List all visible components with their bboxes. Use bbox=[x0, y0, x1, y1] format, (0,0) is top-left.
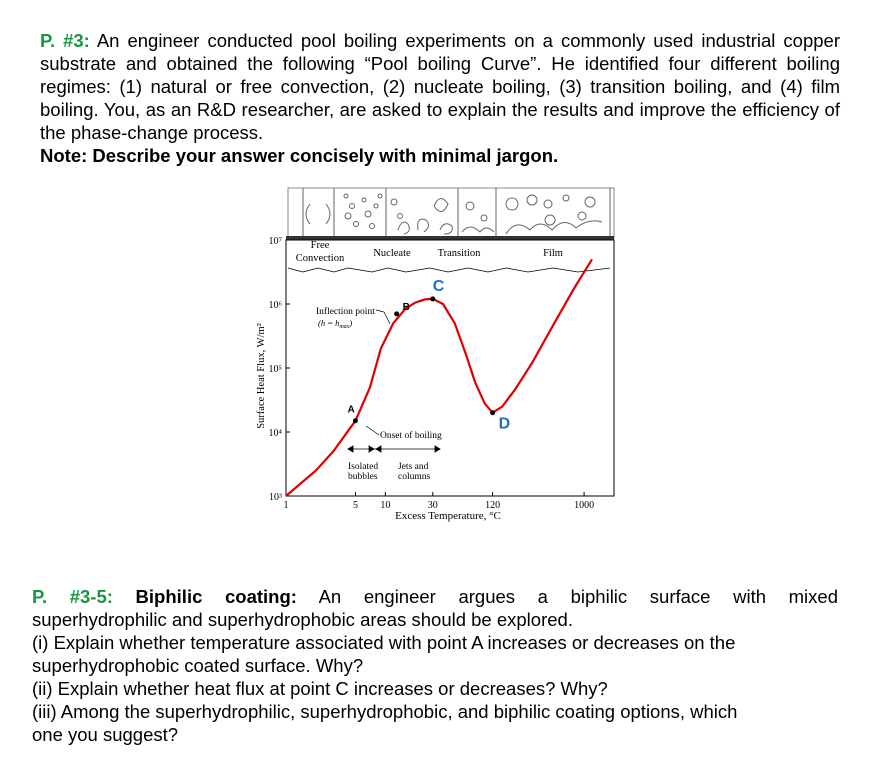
point-b-label: B bbox=[402, 301, 410, 313]
point-c-label: C bbox=[432, 277, 445, 295]
y-axis-label: Surface Heat Flux, W/m² bbox=[256, 323, 267, 429]
regime-brackets bbox=[288, 268, 610, 272]
isolated-label-1: Isolated bbox=[348, 462, 379, 472]
onset-label: Onset of boiling bbox=[380, 431, 442, 441]
question-section bbox=[32, 585, 838, 746]
regime-label-transition: Transition bbox=[437, 248, 481, 259]
question-1a: (i) Explain whether temperature associated with point A increases or decreases on the bbox=[32, 632, 736, 653]
x-tick-label: 10 bbox=[380, 500, 391, 511]
y-tick-label: 10⁵ bbox=[268, 364, 282, 375]
y-tick-label: 10⁷ bbox=[268, 236, 282, 247]
x-tick-labels bbox=[284, 492, 595, 511]
problem-note: Note: Describe your answer concisely with minimal jargon. bbox=[40, 145, 559, 166]
question-intro-line bbox=[32, 585, 838, 608]
x-tick-label: 1 bbox=[283, 500, 289, 511]
point-a-label: A bbox=[347, 404, 355, 416]
problem-text: An engineer conducted pool boiling experiments on a commonly used industrial copper substrate and obtained the following “Pool boiling Curve”. He identified four different boiling regimes: (1) natural or free convection, (2) nucleate boiling, (3) transition boiling, and (4) film boiling. You, as an R&D researcher, are asked to explain the results and improve the efficiency of the phase-change process. bbox=[40, 30, 840, 143]
question-intro-2: superhydrophilic and superhydrophobic areas should be explored. bbox=[32, 609, 573, 630]
boiling-curve-chart bbox=[248, 186, 628, 526]
question-label: P. #3-5: bbox=[32, 586, 113, 607]
inflection-label: Inflection point bbox=[316, 307, 375, 317]
question-intro: An engineer argues a biphilic surface with mixed bbox=[296, 586, 838, 607]
pool-boiling-figure bbox=[248, 186, 628, 526]
problem-statement bbox=[40, 29, 840, 167]
y-tick-labels bbox=[269, 236, 291, 503]
point-a-marker bbox=[353, 418, 358, 423]
point-d-marker bbox=[490, 410, 495, 415]
regime-label-free: Free bbox=[310, 240, 330, 251]
x-tick-label: 30 bbox=[427, 500, 438, 511]
point-d-label: D bbox=[498, 415, 511, 433]
regime-label-nucleate: Nucleate bbox=[373, 248, 411, 259]
y-tick-label: 10⁴ bbox=[268, 428, 282, 439]
question-1b: superhydrophobic coated surface. Why? bbox=[32, 655, 364, 676]
regime-label-film: Film bbox=[543, 248, 563, 259]
jets-label-2: columns bbox=[398, 472, 431, 482]
point-c-marker bbox=[430, 296, 435, 301]
x-tick-label: 5 bbox=[352, 500, 358, 511]
x-axis-label: Excess Temperature, °C bbox=[395, 510, 501, 522]
question-3b: one you suggest? bbox=[32, 724, 179, 745]
question-3a: (iii) Among the superhydrophilic, superhydrophobic, and biphilic coating options, which bbox=[32, 701, 738, 722]
x-tick-label: 120 bbox=[485, 500, 501, 511]
inflection-sub-label: $(h = h_{max})$ bbox=[318, 318, 353, 330]
isolated-label-2: bubbles bbox=[348, 472, 378, 482]
question-2: (ii) Explain whether heat flux at point C increases or decreases? Why? bbox=[32, 678, 608, 699]
y-tick-label: 10³ bbox=[269, 492, 282, 503]
onset-leader bbox=[366, 426, 379, 435]
point-b-marker bbox=[394, 311, 399, 316]
inflection-leader bbox=[376, 310, 390, 324]
question-title: Biphilic coating: bbox=[112, 586, 297, 607]
curve-points bbox=[347, 278, 510, 433]
regime-arrows bbox=[348, 446, 440, 452]
y-tick-label: 10⁶ bbox=[268, 300, 282, 311]
problem-label: P. #3: bbox=[40, 30, 90, 51]
bubble-illustration bbox=[286, 188, 614, 240]
regime-label-convection: Convection bbox=[295, 253, 345, 264]
plot-frame bbox=[286, 240, 614, 496]
jets-label-1: Jets and bbox=[398, 462, 429, 472]
x-tick-label: 1000 bbox=[574, 500, 595, 511]
